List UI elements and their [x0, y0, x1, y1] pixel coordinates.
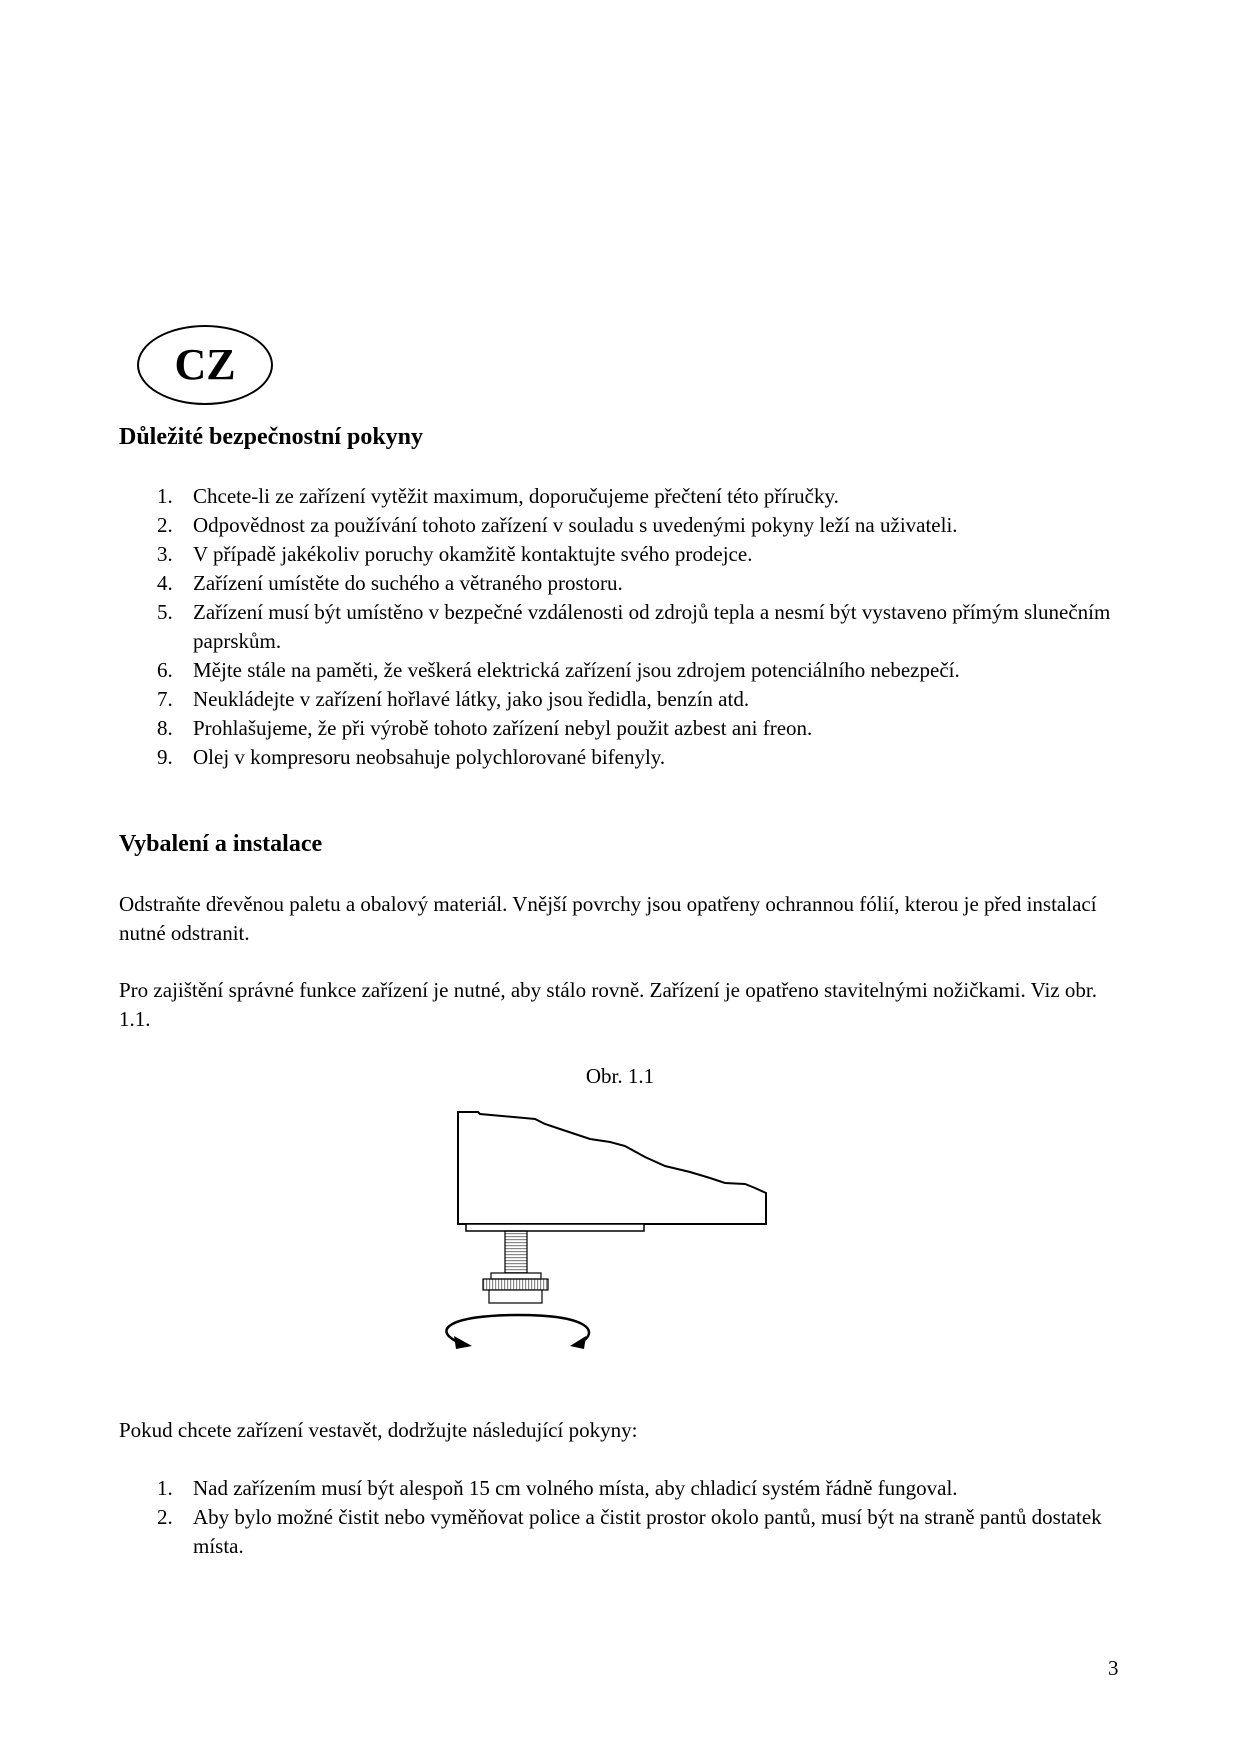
list-number: 3.: [157, 542, 173, 566]
foot-pad: [489, 1290, 542, 1303]
paragraph-unpacking: Odstraňte dřevěnou paletu a obalový materiál. Vnější povrchy jsou opatřeny ochrannou fólií, kterou je před instalací nutné odstranit.: [119, 892, 1097, 945]
list-number: 2.: [157, 513, 173, 537]
list-item-text: Neukládejte v zařízení hořlavé látky, jako jsou ředidla, benzín atd.: [193, 687, 750, 711]
section-title-unpacking: Vybalení a instalace: [119, 831, 323, 857]
paragraph-leveling: Pro zajištění správné funkce zařízení je nutné, aby stálo rovně. Zařízení je opatřeno stavitelnými nožičkami. Viz obr. 1.1.: [119, 978, 1098, 1031]
list-number: 7.: [157, 687, 173, 711]
country-badge: CZ: [137, 325, 273, 405]
figure-caption: Obr. 1.1: [585, 1064, 655, 1088]
list-item-text: Zařízení umístěte do suchého a větraného prostoru.: [193, 571, 623, 595]
page-number: 3: [1108, 1656, 1119, 1680]
paragraph-builtin: Pokud chcete zařízení vestavět, dodržujte následující pokyny:: [119, 1418, 638, 1442]
list-item-text: Aby bylo možné čistit nebo vyměňovat police a čistit prostor okolo pantů, musí být na straně pantů dostatek místa.: [193, 1505, 1102, 1558]
list-number: 1.: [157, 1476, 173, 1500]
list-number: 2.: [157, 1505, 173, 1529]
list-number: 9.: [157, 745, 173, 769]
nut-icon: [483, 1279, 548, 1290]
section-title-safety: Důležité bezpečnostní pokyny: [119, 424, 424, 450]
list-number: 8.: [157, 716, 173, 740]
rotation-arrow-icon: [446, 1315, 589, 1343]
list-item-text: Odpovědnost za používání tohoto zařízení v souladu s uvedenými pokyny leží na uživateli.: [193, 513, 958, 537]
list-number: 1.: [157, 484, 173, 508]
list-item-text: Prohlašujeme, že při výrobě tohoto zařízení nebyl použit azbest ani freon.: [193, 716, 813, 740]
list-item-text: Nad zařízením musí být alespoň 15 cm volného místa, aby chladicí systém řádně fungoval.: [193, 1476, 958, 1500]
appliance-body: [458, 1112, 766, 1224]
list-item-text: Olej v kompresoru neobsahuje polychlorované bifenyly.: [193, 745, 666, 769]
list-item-text: Mějte stále na paměti, že veškerá elektrická zařízení jsou zdrojem potenciálního nebezpečí.: [193, 658, 960, 682]
list-number: 4.: [157, 571, 173, 595]
list-item-text: Zařízení musí být umístěno v bezpečné vzdálenosti od zdrojů tepla a nesmí být vystaveno přímým slunečním paprskům.: [193, 600, 1111, 653]
base-plate: [466, 1224, 644, 1231]
list-number: 5.: [157, 600, 173, 624]
list-item-text: V případě jakékoliv poruchy okamžitě kontaktujte svého prodejce.: [193, 542, 753, 566]
list-item-text: Chcete-li ze zařízení vytěžit maximum, doporučujeme přečtení této příručky.: [193, 484, 839, 508]
list-number: 6.: [157, 658, 173, 682]
screw-icon: [505, 1231, 527, 1273]
